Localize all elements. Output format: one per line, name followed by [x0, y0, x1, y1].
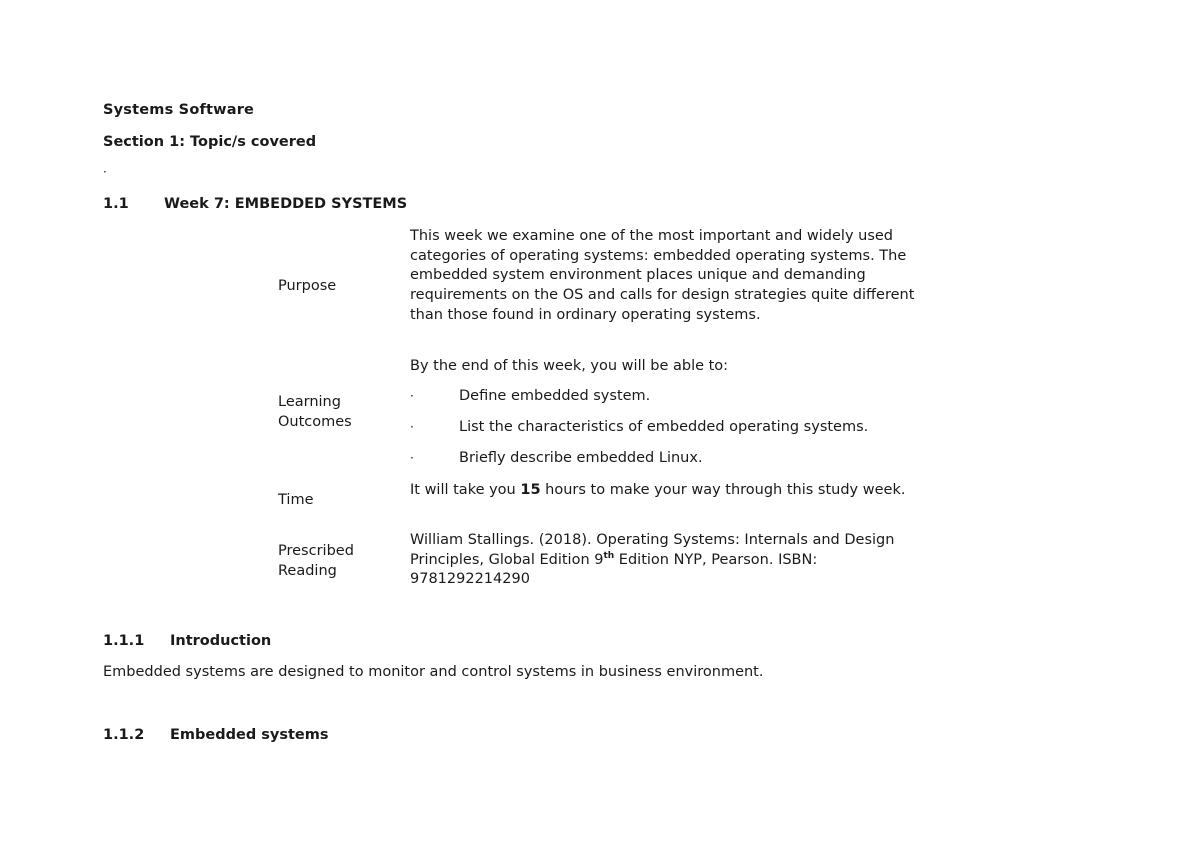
- heading-text: Week 7: EMBEDDED SYSTEMS: [164, 196, 408, 212]
- prescribed-reading-label: Prescribed Reading: [278, 543, 354, 579]
- purpose-text: This week we examine one of the most important and widely used categories of operating systems: embedded operating systems. The embedded system environment places unique and demanding requirements on the OS and calls for design strategies quite different than those found in ordinary operating systems.: [410, 228, 915, 323]
- time-label: Time: [278, 492, 314, 508]
- section-title: Section 1: Topic/s covered: [103, 134, 317, 150]
- reading-citation-part1: William Stallings. (2018). Operating Systems: Internals and Design Principles, Global Edition 9: [410, 532, 895, 568]
- heading-text: Introduction: [170, 633, 272, 649]
- learning-outcome-text: Briefly describe embedded Linux.: [459, 450, 703, 466]
- heading-text: Embedded systems: [170, 727, 329, 743]
- learning-outcome-item: [410, 388, 650, 404]
- time-hours: 15: [520, 482, 541, 498]
- heading-embedded-systems: [103, 727, 328, 743]
- learning-outcome-item: [410, 450, 703, 466]
- document-title: Systems Software: [103, 102, 255, 118]
- time-text: [410, 481, 910, 501]
- time-prefix: It will take you: [410, 482, 521, 498]
- learning-outcomes-label: Learning Outcomes: [278, 394, 352, 430]
- heading-introduction: [103, 633, 271, 649]
- learning-outcome-text: List the characteristics of embedded operating systems.: [459, 419, 869, 435]
- learning-outcomes-intro: By the end of this week, you will be able to:: [410, 358, 729, 374]
- heading-week-7: [103, 196, 407, 212]
- learning-outcome-item: [410, 419, 868, 435]
- stray-mark: ·: [103, 165, 107, 179]
- bullet-icon: ·: [410, 451, 414, 465]
- prescribed-reading-text: [410, 531, 920, 590]
- bullet-icon: ·: [410, 389, 414, 403]
- introduction-paragraph: Embedded systems are designed to monitor and control systems in business environment.: [103, 664, 764, 680]
- learning-outcome-text: Define embedded system.: [459, 388, 651, 404]
- heading-number: 1.1.2: [103, 727, 145, 743]
- heading-number: 1.1: [103, 196, 129, 212]
- purpose-label: Purpose: [278, 278, 337, 294]
- reading-edition-superscript: th: [603, 550, 615, 561]
- bullet-icon: ·: [410, 420, 414, 434]
- time-suffix: hours to make your way through this study week.: [540, 482, 906, 498]
- heading-number: 1.1.1: [103, 633, 145, 649]
- reading-citation-part2: Edition NYP, Pearson. ISBN: 9781292214290: [410, 551, 818, 588]
